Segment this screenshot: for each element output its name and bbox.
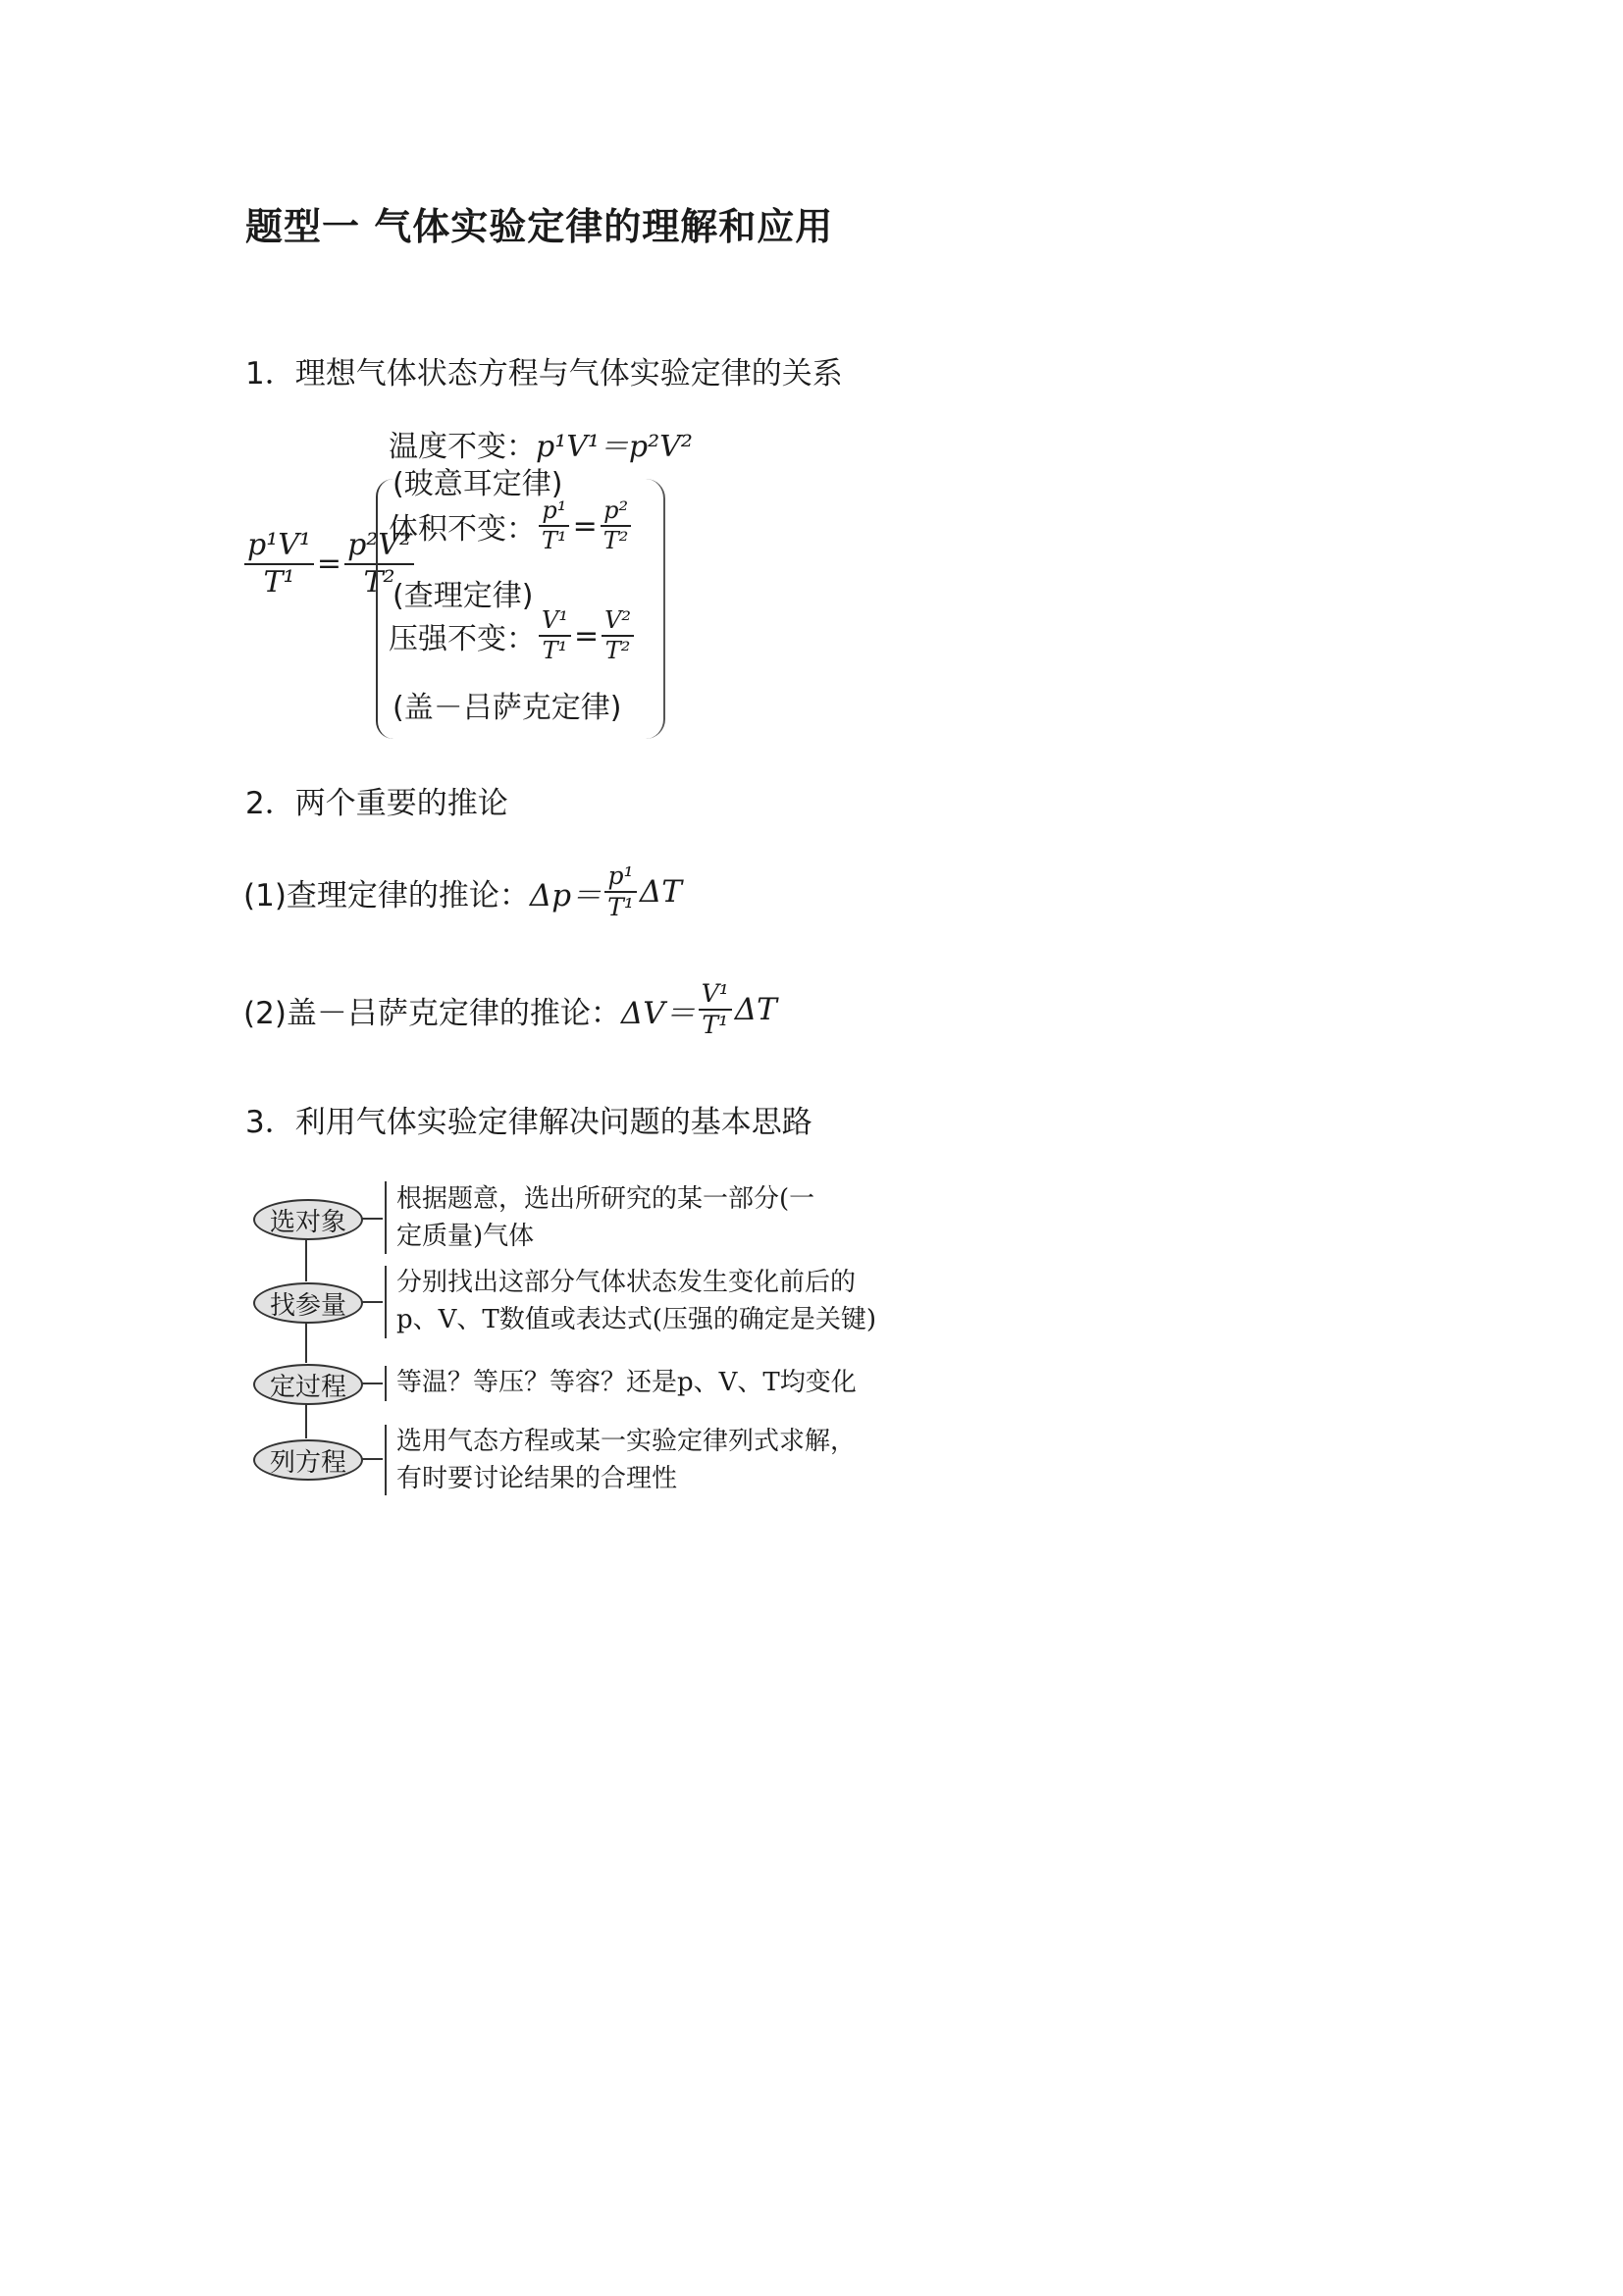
case2-frac2 xyxy=(601,498,632,553)
case3-frac1 xyxy=(539,608,571,663)
rhs-denominator: T² xyxy=(363,564,395,600)
flow-arrow-4 xyxy=(361,1458,383,1460)
corollary-2-rhs: ΔT xyxy=(734,992,777,1028)
section-2-heading: 2．两个重要的推论 xyxy=(245,786,508,821)
flow-text-1b: 定质量)气体 xyxy=(396,1222,535,1251)
case3-den1: T¹ xyxy=(542,637,568,665)
flow-bracket-2 xyxy=(385,1266,387,1338)
lhs-fraction xyxy=(244,530,314,598)
case2-num2: p² xyxy=(601,498,631,527)
flow-text-4b: 有时要讨论结果的合理性 xyxy=(396,1464,678,1493)
corollary-2-lhs: ΔV＝ xyxy=(620,995,696,1031)
flow-text-4a: 选用气态方程或某一实验定律列式求解， xyxy=(396,1427,857,1456)
case3-label: 压强不变： xyxy=(389,622,536,657)
corollary-2-den: T¹ xyxy=(702,1011,729,1040)
case3-num1: V¹ xyxy=(539,608,571,637)
corollary-1-lhs: Δp＝ xyxy=(529,877,602,913)
flow-step-determine-process: 定过程 xyxy=(253,1364,363,1405)
case2-den1: T¹ xyxy=(542,527,567,555)
case1-law: (玻意耳定律) xyxy=(393,467,563,501)
corollary-1-den: T¹ xyxy=(607,893,634,922)
case3-equals: = xyxy=(573,618,600,653)
equals-sign: = xyxy=(316,547,342,581)
case-isobaric xyxy=(389,608,637,663)
corollary-1-num: p¹ xyxy=(604,863,636,893)
case2-frac1 xyxy=(539,498,570,553)
case3-den2: T² xyxy=(604,637,631,665)
flow-step-select-object: 选对象 xyxy=(253,1199,363,1240)
corollary-2-num: V¹ xyxy=(699,981,732,1011)
flow-arrow-3 xyxy=(361,1383,383,1384)
corollary-2-fraction xyxy=(699,981,732,1039)
case-isochoric xyxy=(389,498,634,553)
case2-law: (查理定律) xyxy=(393,579,534,613)
flow-bracket-1 xyxy=(385,1181,387,1254)
flow-text-1a: 根据题意，选出所研究的某一部分(一 xyxy=(396,1184,815,1214)
lhs-denominator: T¹ xyxy=(263,564,295,600)
case2-equals: = xyxy=(572,508,598,544)
corollary-1 xyxy=(243,863,682,921)
flow-text-3: 等温？等压？等容？还是p、V、T均变化 xyxy=(396,1368,857,1397)
rhs-numerator: p²V² xyxy=(344,530,414,565)
case3-frac2 xyxy=(602,608,634,663)
flow-arrow-1 xyxy=(361,1218,383,1220)
corollary-1-fraction xyxy=(604,863,637,921)
lhs-numerator: p¹V¹ xyxy=(244,530,314,565)
corollary-1-label: (1)查理定律的推论： xyxy=(243,877,530,913)
flow-bracket-4 xyxy=(385,1425,387,1495)
flow-connector-3 xyxy=(305,1403,307,1438)
case2-num1: p¹ xyxy=(539,498,569,527)
corollary-2 xyxy=(243,981,777,1039)
case3-num2: V² xyxy=(602,608,634,637)
page-title: 题型一 气体实验定律的理解和应用 xyxy=(245,204,834,248)
flow-connector-2 xyxy=(305,1322,307,1363)
flow-arrow-2 xyxy=(361,1301,383,1303)
flow-text-2b: p、V、T数值或表达式(压强的确定是关键) xyxy=(396,1305,877,1334)
section-3-heading: 3．利用气体实验定律解决问题的基本思路 xyxy=(245,1105,812,1140)
section-1-heading: 1．理想气体状态方程与气体实验定律的关系 xyxy=(245,356,843,391)
case2-label: 体积不变： xyxy=(389,512,536,548)
flow-step-find-parameters: 找参量 xyxy=(253,1282,363,1324)
corollary-2-label: (2)盖－吕萨克定律的推论： xyxy=(243,995,621,1031)
flow-bracket-3 xyxy=(385,1366,387,1401)
case3-law: (盖－吕萨克定律) xyxy=(393,691,622,725)
flow-connector-1 xyxy=(305,1238,307,1281)
case1-label: 温度不变： xyxy=(389,430,536,464)
case2-den2: T² xyxy=(602,527,629,555)
corollary-1-rhs: ΔT xyxy=(639,874,682,911)
flow-text-2a: 分别找出这部分气体状态发生变化前后的 xyxy=(396,1268,857,1297)
right-brace xyxy=(644,479,665,739)
case1-formula: p¹V¹＝p²V² xyxy=(536,430,693,464)
flow-step-write-equation: 列方程 xyxy=(253,1439,363,1481)
